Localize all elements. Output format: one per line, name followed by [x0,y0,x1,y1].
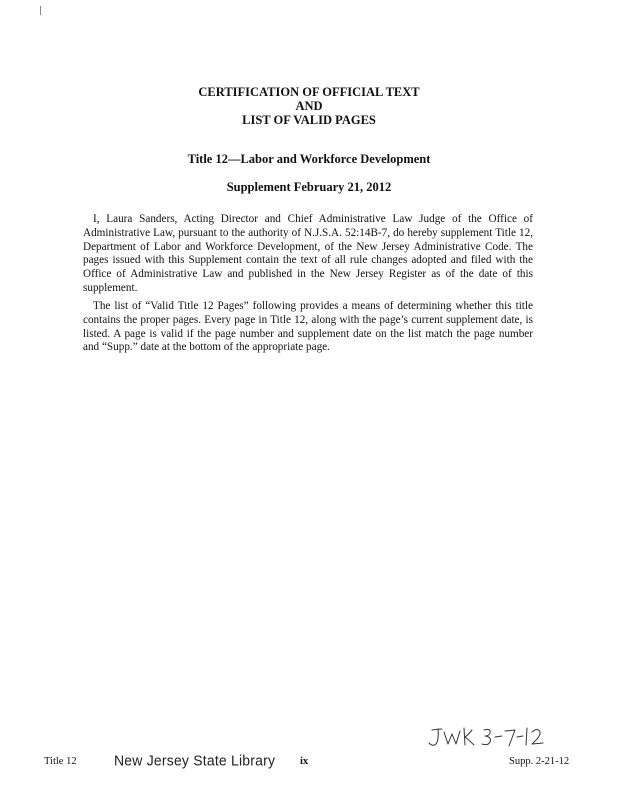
valid-pages-paragraph [83,300,533,355]
scan-corner-mark [40,6,41,15]
heading-certification: CERTIFICATION OF OFFICIAL TEXT [198,85,420,99]
heading-and: AND [295,99,323,113]
footer-title-number: Title 12 [44,756,77,767]
footer-page-number: ix [300,756,309,767]
heading-supplement-date: Supplement February 21, 2012 [226,180,392,194]
library-stamp: New Jersey State Library [114,751,276,769]
heading-title: Title 12—Labor and Workforce Development [187,152,431,166]
footer-supplement-date: Supp. 2-21-12 [509,756,570,767]
paragraph-1: I, Laura Sanders, Acting Director and Chief Administrative Law Judge of the Office of Administrative Law, pursuant to the authority of N.J.S.A. 52:14B-7, do hereby supplement Title 12, Department of Labor and Workforce Development, of the New Jersey Administrative Code. The pages issued with this Supplement contain the text of all rule changes adopted and filed with the Office of Administrative Law and published in the New Jersey Register as of the date of this supplement. [83,213,533,294]
handwritten-initials-signature [424,722,554,752]
certification-paragraph [83,213,533,296]
paragraph-2: The list of “Valid Title 12 Pages” following provides a means of determining whether this title contains the proper pages. Every page in Title 12, along with the page’s current supplement date, is listed. A page is valid if the page number and supplement date on the list match the page number and “Supp.” date at the bottom of the appropriate page. [83,300,533,354]
heading-list-of-valid-pages: LIST OF VALID PAGES [242,113,376,127]
